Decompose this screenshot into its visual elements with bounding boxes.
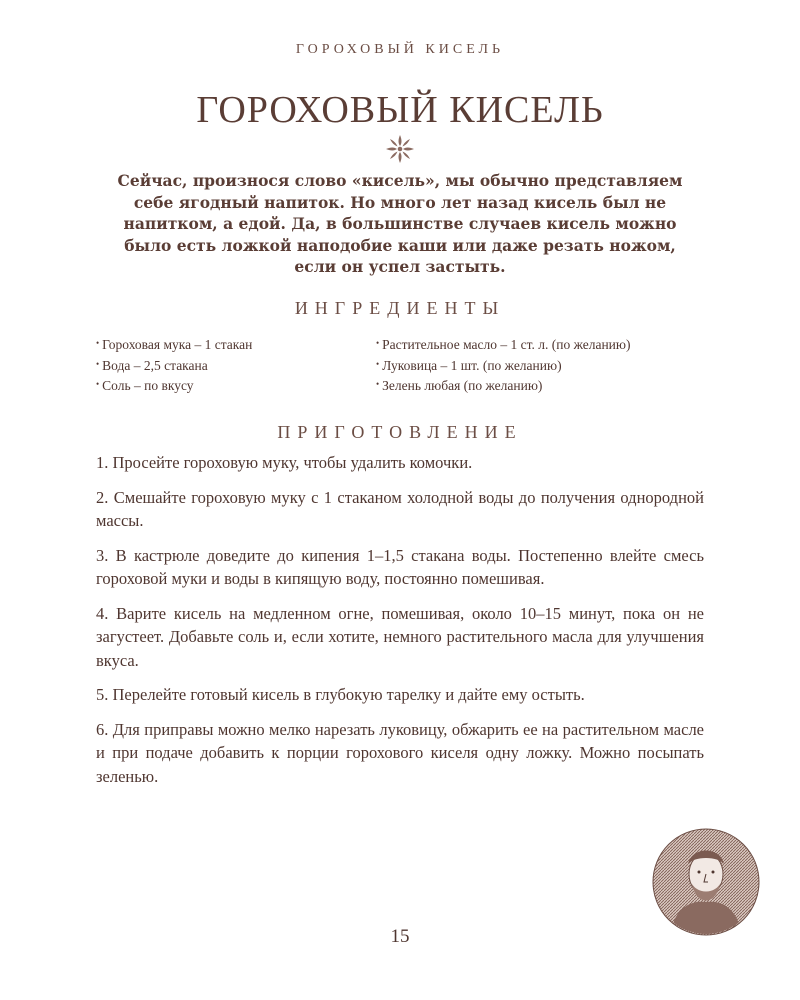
bullet-icon: •: [96, 379, 100, 389]
ingredients-heading: ИНГРЕДИЕНТЫ: [294, 298, 506, 318]
floral-ornament-icon: [385, 134, 415, 164]
preparation-step: 4. Варите кисель на медленном огне, помешивая, около 10–15 минут, пока он не загустеет. Добавьте соль и, если хотите, немного растительного масла для улучшения вкуса.: [96, 603, 704, 670]
bullet-icon: •: [376, 379, 380, 389]
ingredient-item: • Зелень любая (по желанию): [376, 378, 543, 393]
portrait-medallion-icon: [652, 828, 760, 936]
page-number: 15: [390, 926, 410, 947]
page-title: ГОРОХОВЫЙ КИСЕЛЬ: [196, 89, 604, 131]
preparation-step: 3. В кастрюле доведите до кипения 1–1,5 стакана воды. Постепенно влейте смесь гороховой муки и воды в кипящую воду, постоянно помешивая.: [96, 545, 704, 588]
preparation-step: 1. Просейте гороховую муку, чтобы удалить комочки.: [96, 453, 473, 472]
bullet-icon: •: [376, 338, 380, 348]
ingredients-list-left: [96, 334, 356, 396]
preparation-step: 5. Перелейте готовый кисель в глубокую тарелку и дайте ему остыть.: [96, 685, 585, 704]
running-head: ГОРОХОВЫЙ КИСЕЛЬ: [295, 42, 505, 57]
preparation-steps: [96, 451, 704, 799]
preparation-step: 6. Для приправы можно мелко нарезать луковицу, обжарить ее на растительном масле и при подаче добавить к порции горохового киселя одну ложку. Можно посыпать зеленью.: [96, 719, 704, 786]
ingredients-list-right: [376, 334, 676, 396]
ingredient-item: • Вода – 2,5 стакана: [96, 357, 208, 373]
ingredient-item: • Растительное масло – 1 ст. л. (по желанию): [376, 337, 631, 352]
ingredient-item: • Луковица – 1 шт. (по желанию): [376, 357, 562, 373]
bullet-icon: •: [376, 358, 380, 369]
ingredient-item: • Гороховая мука – 1 стакан: [96, 337, 253, 352]
bullet-icon: •: [96, 338, 100, 348]
preparation-step: 2. Смешайте гороховую муку с 1 стаканом холодной воды до получения однородной массы.: [96, 487, 704, 530]
intro-paragraph: Сейчас, произнося слово «кисель», мы обычно представляем себе ягодный напиток. Но много лет назад кисель был не напитком, а едой. Да, в большинстве случаев кисель можно было есть ложкой наподобие каши или даже резать ножом, если он успел застыть.: [117, 171, 683, 276]
preparation-heading: ПРИГОТОВЛЕНИЕ: [277, 422, 523, 442]
bullet-icon: •: [96, 358, 100, 369]
ingredient-item: • Соль – по вкусу: [96, 378, 194, 393]
